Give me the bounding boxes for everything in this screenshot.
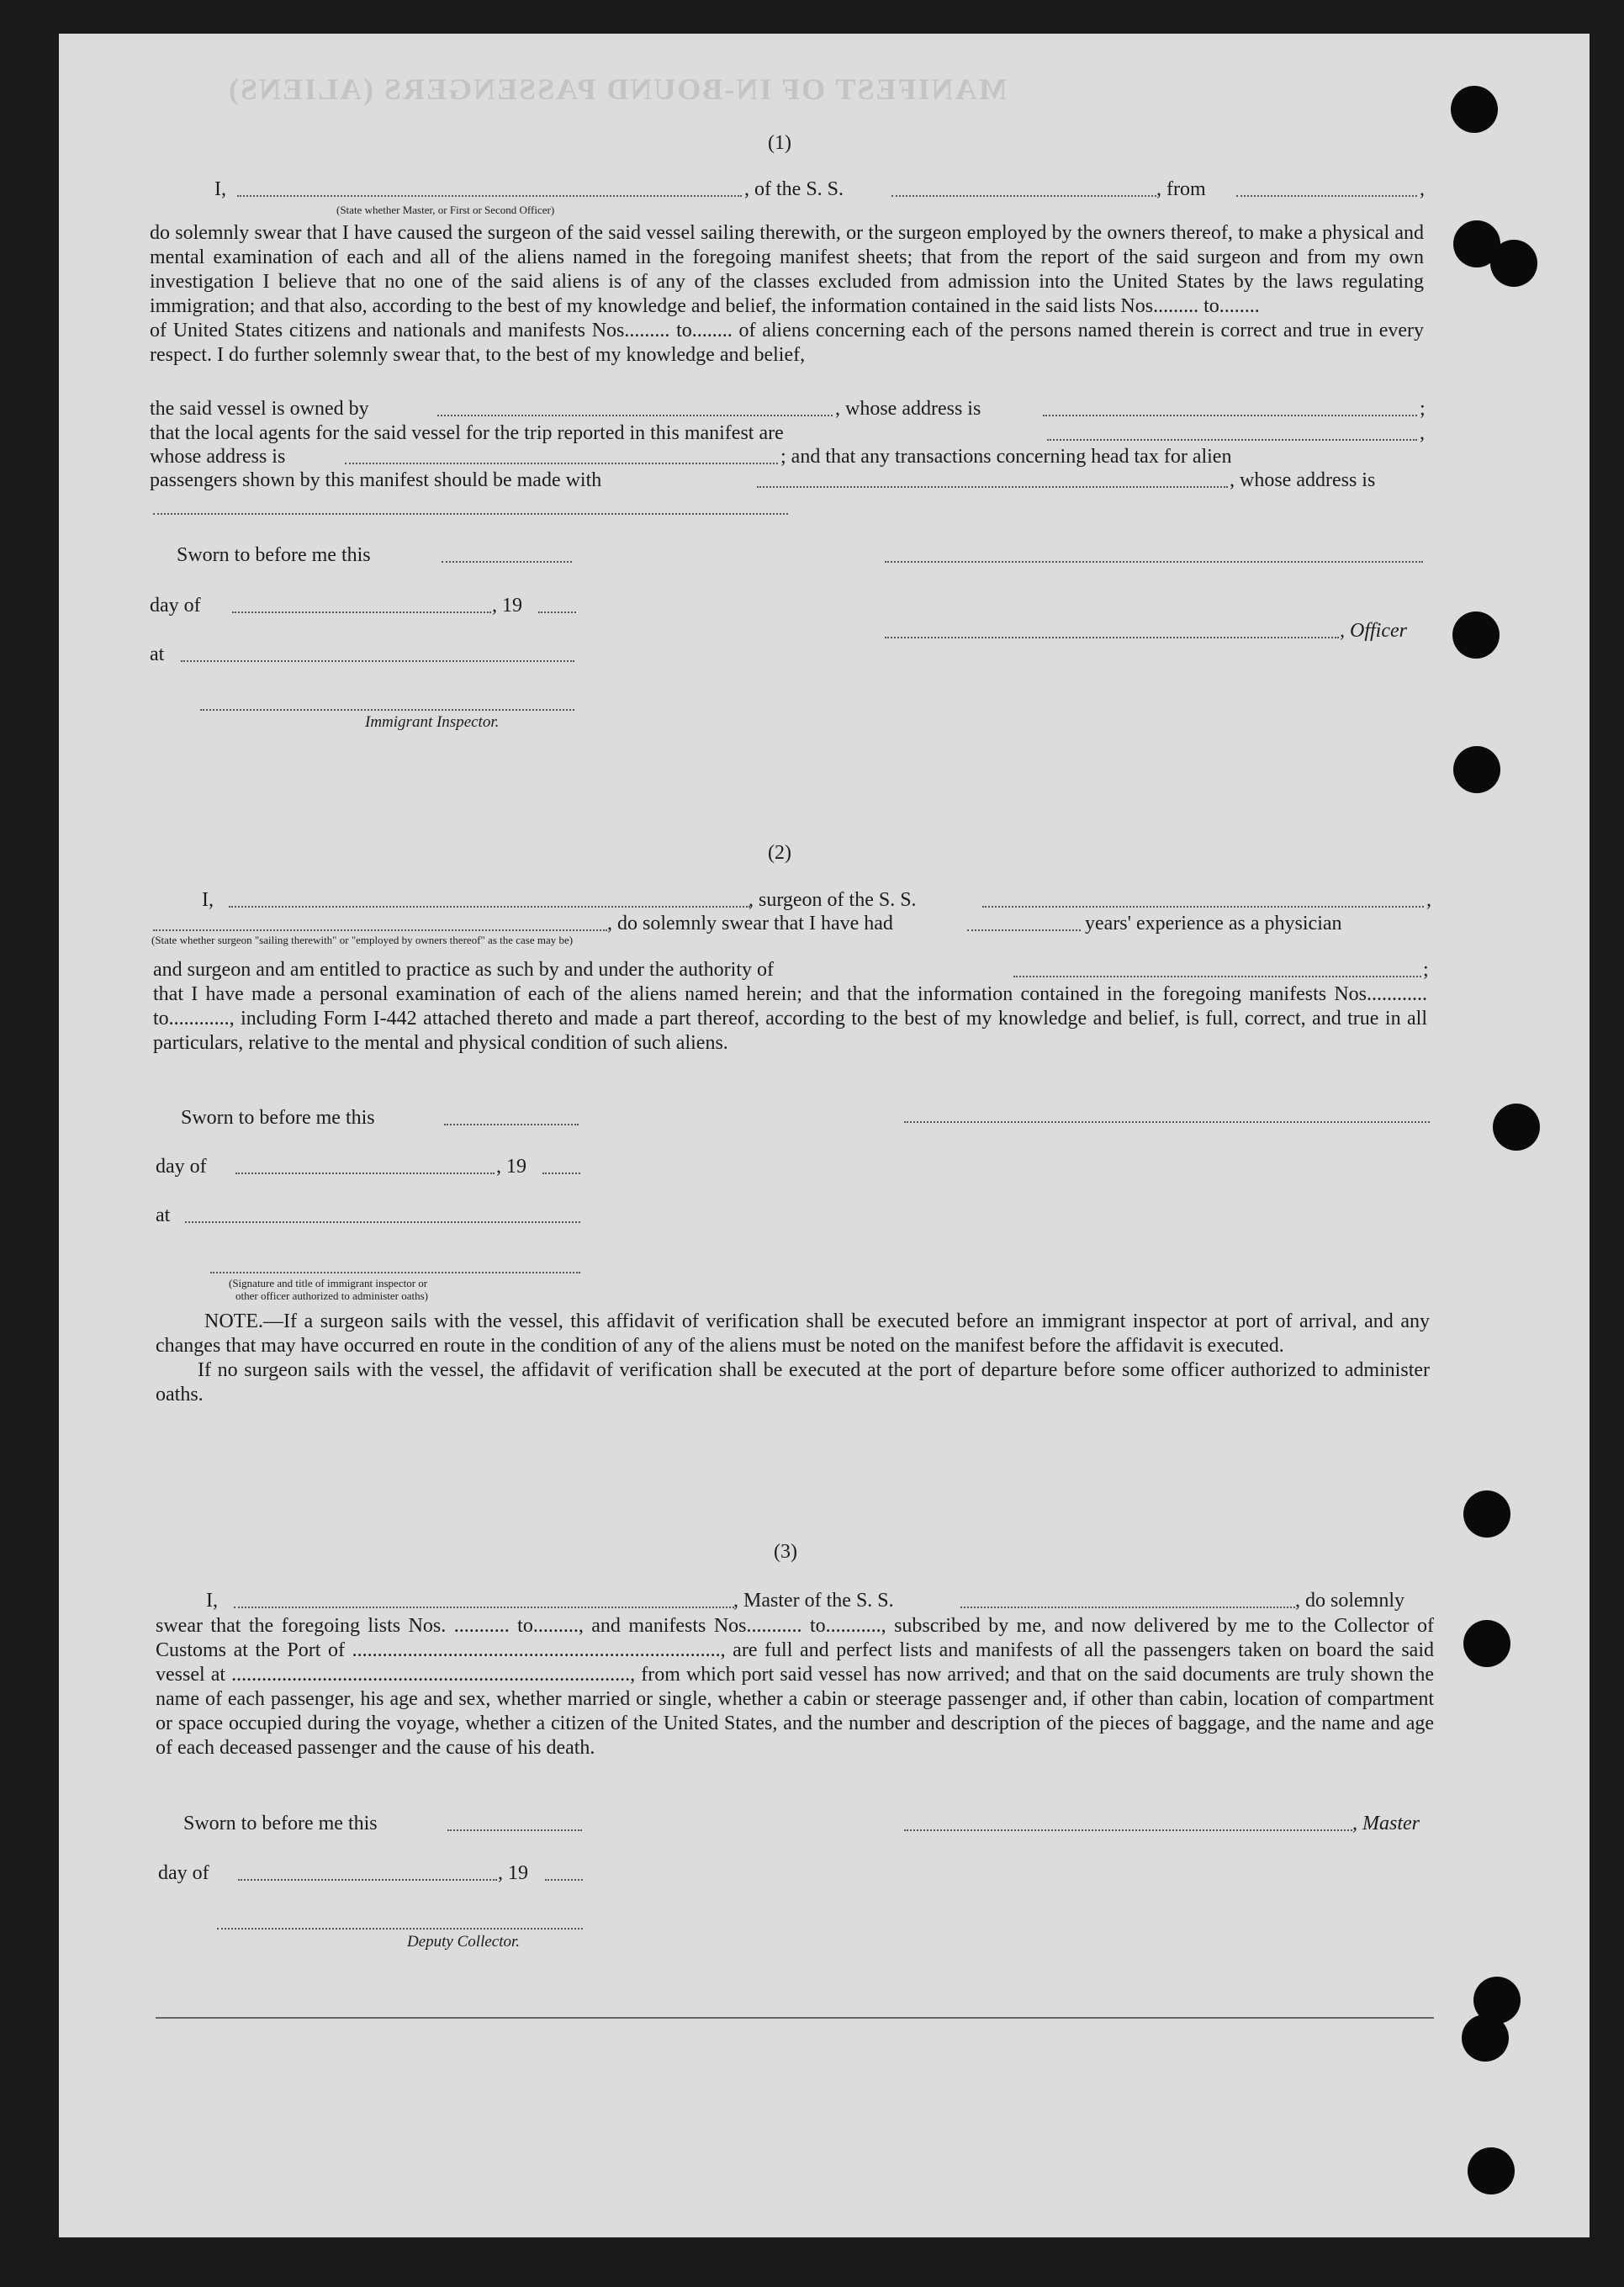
master-name-field[interactable] [237, 195, 742, 197]
bottom-rule [156, 2017, 1434, 2019]
sec1-year-label: , 19 [492, 595, 522, 617]
owned-by-label: the said vessel is owned by [150, 398, 369, 420]
surgeon-name-field[interactable] [229, 906, 750, 908]
sec1-sworn-date-field[interactable] [442, 561, 572, 563]
sec3-paragraph [156, 1614, 1434, 1760]
punch-hole [1452, 611, 1500, 659]
sec1-sworn-label: Sworn to before me this [177, 544, 371, 566]
sec2-examination-text: that I have made a personal examination of each of the aliens named herein; and that the information contained in the foregoing manifests Nos............ to............, including Form I-442 attached thereto and made a part thereof, according to the best of my knowledge and belief, is full, correct, and true in all particulars, relative to the mental and physical condition of such aliens. [153, 983, 1427, 1054]
sec3-master-name-field[interactable] [234, 1607, 734, 1608]
section-1-number: (1) [768, 132, 791, 154]
local-agents-label: that the local agents for the said vessel for the trip reported in this manifest are [150, 422, 784, 444]
punch-hole [1490, 240, 1537, 287]
section-3-number: (3) [774, 1541, 797, 1563]
punch-hole [1468, 2147, 1515, 2194]
sec2-year-field[interactable] [542, 1173, 580, 1174]
owner-field[interactable] [437, 415, 833, 416]
sec3-day-label: day of [158, 1862, 209, 1884]
years-experience-label: years' experience as a physician [1085, 913, 1342, 934]
sec2-day-label: day of [156, 1156, 207, 1178]
local-agents-field[interactable] [1047, 439, 1417, 441]
sec3-solemnly-label: , do solemnly [1295, 1590, 1404, 1612]
sec1-line1-comma: , [1420, 178, 1425, 200]
sec2-signature-note-2: other officer authorized to administer oaths) [235, 1289, 428, 1302]
punch-hole [1462, 2014, 1509, 2062]
sec2-surgeon-label: , surgeon of the S. S. [749, 889, 917, 911]
authority-field[interactable] [1013, 976, 1421, 977]
sec3-master-label: , Master of the S. S. [733, 1590, 894, 1612]
sec3-ship-field[interactable] [960, 1607, 1295, 1608]
sec2-at-field[interactable] [185, 1221, 580, 1223]
punch-hole [1453, 746, 1500, 793]
sec2-at-label: at [156, 1204, 171, 1226]
head-tax-text: ; and that any transactions concerning head tax for alien [780, 446, 1232, 468]
head-tax-party-field[interactable] [757, 486, 1228, 488]
deputy-collector-label: Deputy Collector. [407, 1933, 521, 1951]
owner-address-field[interactable] [1043, 415, 1417, 416]
bleed-through-heading: MANIFEST OF IN-BOUND PASSENGERS (ALIENS) [227, 72, 1008, 106]
sec3-i-label: I, [206, 1590, 218, 1612]
punch-hole [1493, 1104, 1540, 1151]
punch-hole [1463, 1490, 1510, 1538]
sec1-year-field[interactable] [538, 611, 576, 613]
surgeon-status-field[interactable] [153, 929, 607, 931]
note-text-1: NOTE.—If a surgeon sails with the vessel, this affidavit of verification shall be executed before an immigrant inspector at port of arrival, and any changes that may have occurred en route in the condition of any of the aliens must be noted on the manifest before the affidavit is executed. [156, 1310, 1430, 1357]
sec3-day-field[interactable] [238, 1879, 497, 1881]
sec1-signature-field[interactable] [885, 561, 1423, 563]
note-block [156, 1310, 1430, 1407]
sec2-swear-label: , do solemnly swear that I have had [607, 913, 893, 934]
sec2-paragraph [153, 982, 1427, 1056]
sec2-signature-field[interactable] [904, 1121, 1430, 1123]
note-text-2: If no surgeon sails with the vessel, the affidavit of verification shall be executed at the port of departure before some officer authorized to administer oaths. [156, 1359, 1430, 1406]
agents-address-label: whose address is [150, 446, 286, 468]
sec2-day-field[interactable] [235, 1173, 495, 1174]
master-label: , Master [1352, 1813, 1420, 1834]
sec1-oath-text-2: of United States citizens and nationals and manifests Nos......... to........ of aliens concerning each of the persons named therein is correct and true in every respect. I do further solemnly swear that, to the best of my knowledge and belief, [150, 320, 1424, 366]
ship-name-field[interactable] [891, 195, 1156, 197]
sec2-l1-comma: , [1426, 889, 1431, 911]
punch-hole [1451, 86, 1498, 133]
sec2-year-label: , 19 [496, 1156, 526, 1178]
punch-hole [1463, 1620, 1510, 1667]
head-tax-passengers-label: passengers shown by this manifest should be made with [150, 469, 602, 491]
sec1-at-label: at [150, 643, 165, 665]
agents-address-field[interactable] [345, 463, 778, 464]
sec1-of-ss-label: , of the S. S. [744, 178, 844, 200]
sec3-year-field[interactable] [545, 1879, 583, 1881]
head-tax-address-field[interactable] [153, 513, 788, 515]
years-experience-field[interactable] [967, 929, 1081, 931]
sec2-ship-field[interactable] [982, 906, 1424, 908]
head-tax-address-label: , whose address is [1230, 469, 1376, 491]
sec2-signature-note-1: (Signature and title of immigrant inspector or [229, 1277, 428, 1289]
sec1-day-field[interactable] [232, 611, 491, 613]
sec2-sworn-label: Sworn to before me this [181, 1107, 375, 1129]
sec2-i-label: I, [202, 889, 214, 911]
owned-semicolon: ; [1420, 398, 1426, 420]
sec2-officer-signature-field[interactable] [210, 1272, 580, 1273]
owner-address-label: , whose address is [835, 398, 981, 420]
deputy-collector-signature-field[interactable] [217, 1928, 583, 1930]
sec1-i-label: I, [214, 178, 226, 200]
master-rank-note: (State whether Master, or First or Second Officer) [336, 204, 555, 216]
sec1-from-label: , from [1156, 178, 1206, 200]
sec3-sworn-label: Sworn to before me this [183, 1813, 378, 1834]
section-2-number: (2) [768, 842, 791, 864]
officer-label: , Officer [1340, 620, 1407, 642]
surgeon-status-note: (State whether surgeon "sailing therewith" or "employed by owners thereof" as the case may be) [151, 934, 574, 946]
sec1-oath-text: do solemnly swear that I have caused the surgeon of the said vessel sailing therewith, or the surgeon employed by the owners thereof, to make a physical and mental examination of each and all of the aliens named in the foregoing manifest sheets; that from the report of the said surgeon and from my own investigation I believe that no one of the said aliens is of any of the classes excluded from admission into the United States by the laws regulating immigration; and that also, according to the best of my knowledge and belief, the information contained in the said lists Nos......... to........ [150, 222, 1424, 317]
sec3-oath-text: swear that the foregoing lists Nos. ........... to........., and manifests Nos........... to..........., subscribed by me, and now delivered by me to the Collector of Customs at the Port of ........................................................................., are full and perfect lists and manifests of all the passengers taken on board the said vessel at ..............................................................................., from which port said vessel has now arrived; and that on the said documents are truly shown the name of each passenger, his age and sex, whether married or single, whether a cabin or steerage passenger and, if other than cabin, location of compartment or space occupied during the voyage, whether a citizen of the United States, and the number and description of the pieces of baggage, and the name and age of each deceased passenger and the cause of his death. [156, 1615, 1434, 1759]
sec1-at-field[interactable] [181, 660, 574, 662]
authority-semicolon: ; [1423, 959, 1429, 981]
sec3-year-label: , 19 [498, 1862, 528, 1884]
agents-comma: , [1420, 422, 1425, 444]
from-port-field[interactable] [1236, 195, 1417, 197]
sec1-paragraph [150, 221, 1424, 368]
authority-label: and surgeon and am entitled to practice as such by and under the authority of [153, 959, 774, 981]
sec3-sworn-date-field[interactable] [447, 1829, 582, 1831]
master-signature-field[interactable] [904, 1829, 1352, 1831]
immigrant-inspector-label: Immigrant Inspector. [365, 713, 500, 731]
sec2-sworn-date-field[interactable] [444, 1124, 579, 1125]
officer-signature-field[interactable] [885, 637, 1339, 638]
inspector-signature-field[interactable] [200, 709, 574, 711]
sec1-day-label: day of [150, 595, 201, 617]
